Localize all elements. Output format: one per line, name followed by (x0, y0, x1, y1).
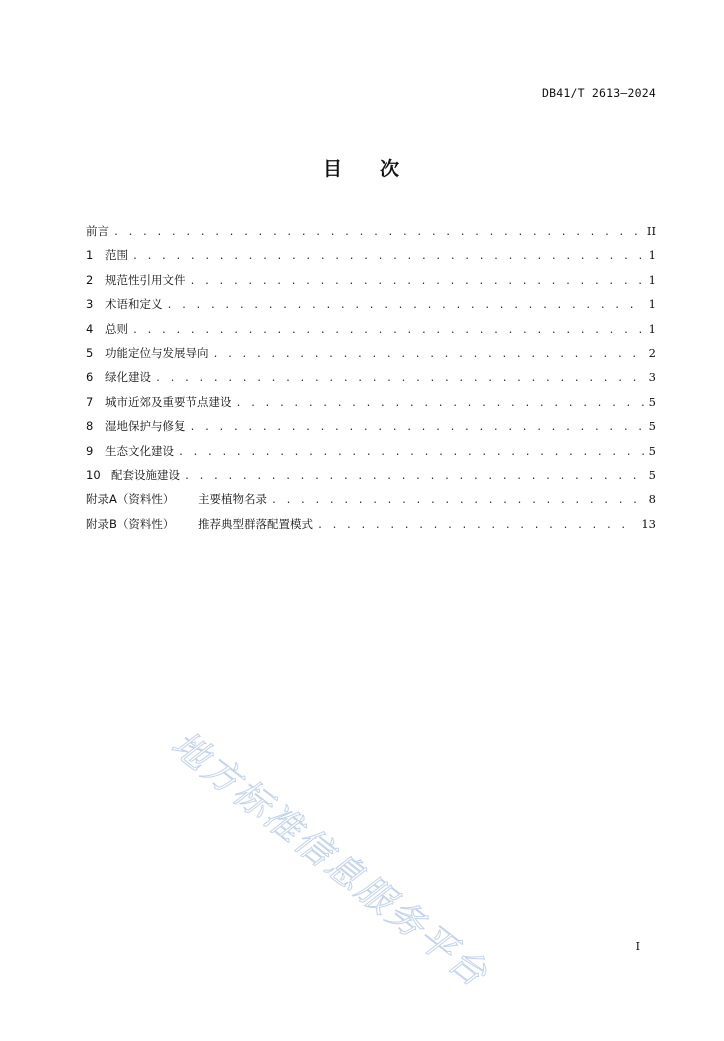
toc-entry-page: 1 (648, 248, 656, 263)
toc-entry-label: 配套设施建设 (111, 467, 180, 482)
toc-entry-page: 1 (648, 297, 656, 312)
toc-entry-number: 8 (86, 419, 94, 434)
toc-entry-label: 总则 (105, 321, 128, 336)
toc-entry-label: 前言 (86, 224, 109, 238)
dot-leader (132, 319, 645, 343)
toc-entry-page: 13 (641, 516, 656, 531)
toc-entry-label: 主要植物名录 (198, 492, 267, 507)
toc-entry-9[interactable] (86, 439, 656, 463)
dot-leader (178, 441, 645, 465)
dot-leader (236, 392, 645, 416)
toc-entry-number: 3 (86, 297, 94, 312)
toc-entry-4[interactable] (86, 317, 656, 341)
toc-entry-1[interactable] (86, 243, 656, 267)
toc-entry-number: 7 (86, 394, 94, 409)
dot-leader (190, 416, 645, 440)
dot-leader (155, 367, 645, 391)
dot-leader (132, 245, 645, 269)
dot-leader (190, 270, 645, 294)
toc-entry-3[interactable] (86, 292, 656, 316)
standard-code: DB41/T 2613—2024 (542, 86, 656, 100)
toc-entry-number: 1 (86, 248, 94, 263)
toc-entry-label: 城市近郊及重要节点建设 (105, 394, 232, 409)
toc-entry-label: 绿化建设 (105, 370, 151, 385)
toc-entry-page: 5 (648, 443, 656, 458)
toc-entry-appendix-a[interactable] (86, 487, 656, 511)
toc-entry-page: 5 (648, 394, 656, 409)
toc-entry-number: 附录B（资料性） (86, 516, 175, 531)
watermark: 地方标准信息服务平台 (163, 723, 497, 997)
toc-title (0, 154, 724, 181)
toc-entry-label: 功能定位与发展导向 (105, 345, 209, 360)
toc-entry-7[interactable] (86, 390, 656, 414)
table-of-contents (86, 219, 656, 536)
dot-leader (167, 294, 645, 318)
toc-entry-page: 5 (648, 419, 656, 434)
toc-entry-label: 湿地保护与修复 (105, 419, 186, 434)
toc-entry-5[interactable] (86, 341, 656, 365)
toc-entry-label: 术语和定义 (105, 297, 163, 312)
toc-entry-page: 3 (648, 370, 656, 385)
toc-entry-label: 生态文化建设 (105, 443, 174, 458)
toc-entry-number: 9 (86, 443, 94, 458)
toc-entry-foreword[interactable] (86, 219, 656, 243)
toc-entry-6[interactable] (86, 365, 656, 389)
toc-entry-label: 范围 (105, 248, 128, 263)
toc-entry-number: 10 (86, 467, 101, 482)
toc-entry-number: 4 (86, 321, 94, 336)
toc-entry-appendix-b[interactable] (86, 512, 656, 536)
toc-entry-page: 1 (648, 321, 656, 336)
dot-leader (271, 489, 645, 513)
toc-entry-10[interactable] (86, 463, 656, 487)
toc-entry-number: 2 (86, 272, 94, 287)
dot-leader (213, 343, 645, 367)
dot-leader (184, 465, 645, 489)
toc-title-char-2: 次 (380, 158, 402, 180)
toc-entry-2[interactable] (86, 268, 656, 292)
dot-leader (317, 514, 637, 538)
page-number: I (635, 940, 640, 953)
toc-entry-page: 2 (648, 345, 656, 360)
toc-entry-8[interactable] (86, 414, 656, 438)
toc-entry-page: 8 (648, 492, 656, 507)
toc-entry-number: 5 (86, 345, 94, 360)
toc-title-char-1: 目 (322, 158, 344, 180)
dot-leader (113, 221, 643, 245)
toc-entry-label: 推荐典型群落配置模式 (198, 516, 313, 531)
toc-entry-page: 5 (648, 467, 656, 482)
toc-entry-number: 6 (86, 370, 94, 385)
toc-entry-label: 规范性引用文件 (105, 272, 186, 287)
toc-entry-page: 1 (648, 272, 656, 287)
toc-entry-page: II (646, 224, 656, 238)
toc-entry-number: 附录A（资料性） (86, 492, 175, 507)
